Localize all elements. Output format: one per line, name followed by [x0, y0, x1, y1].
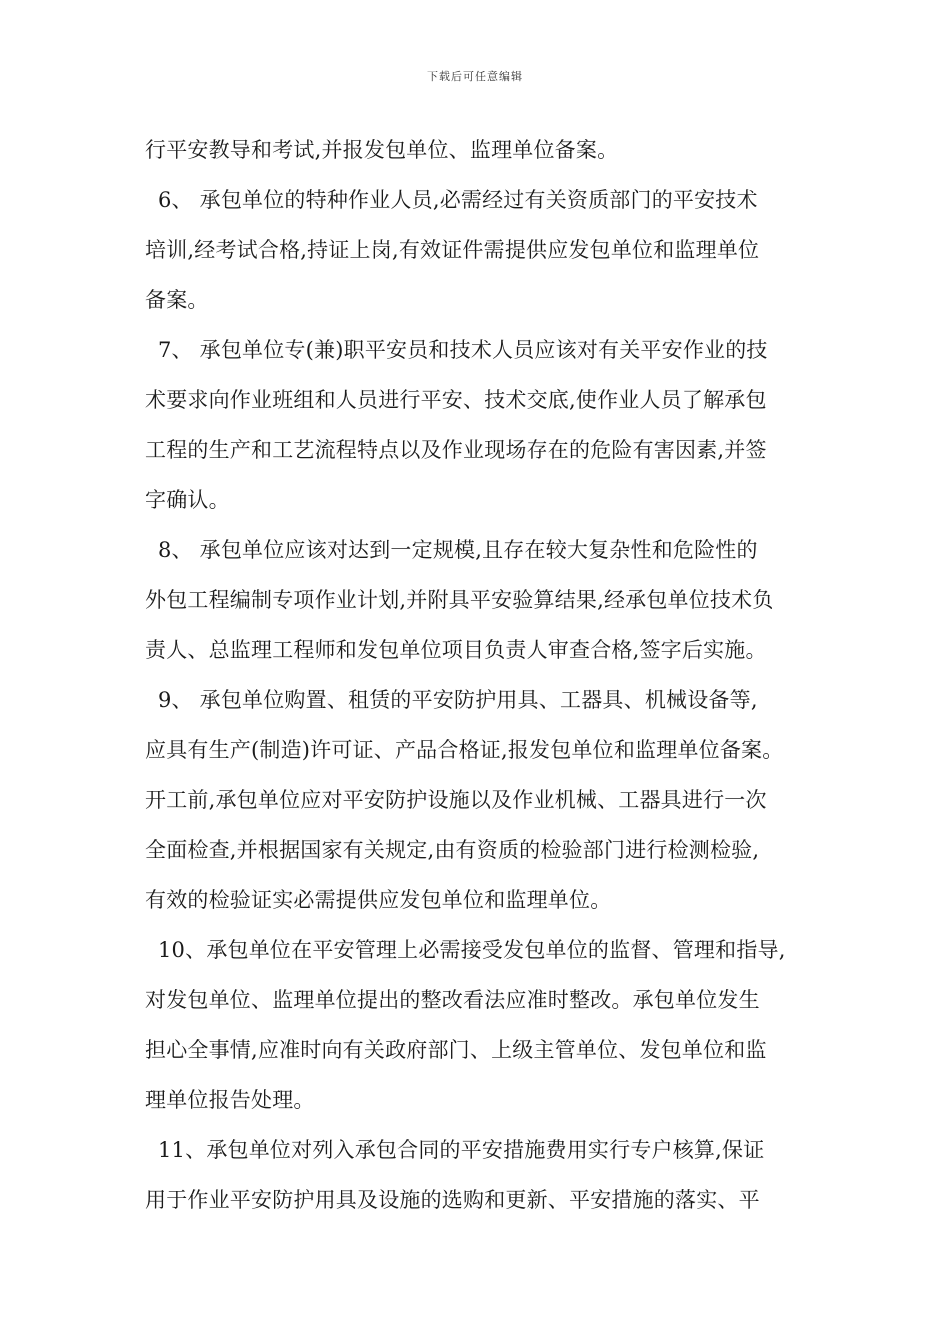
body-line: 开工前,承包单位应对平安防护设施以及作业机械、工器具进行一次: [145, 788, 767, 812]
body-line: 备案。: [145, 288, 209, 312]
list-item-8: 8、 承包单位应该对达到一定规模,且存在较大复杂性和危险性的: [158, 538, 758, 562]
body-line: 工程的生产和工艺流程特点以及作业现场存在的危险有害因素,并签: [145, 438, 767, 462]
body-line: 对发包单位、监理单位提出的整改看法应准时整改。承包单位发生: [145, 988, 760, 1012]
body-line: 责人、总监理工程师和发包单位项目负责人审查合格,签字后实施。: [145, 638, 767, 662]
body-line: 术要求向作业班组和人员进行平安、技术交底,使作业人员了解承包: [145, 388, 767, 412]
list-item-7: 7、 承包单位专(兼)职平安员和技术人员应该对有关平安作业的技: [158, 338, 768, 362]
body-line: 用于作业平安防护用具及设施的选购和更新、平安措施的落实、平: [145, 1188, 760, 1212]
list-item-9: 9、 承包单位购置、租赁的平安防护用具、工器具、机械设备等,: [158, 688, 758, 712]
list-item-11: 11、承包单位对列入承包合同的平安措施费用实行专户核算,保证: [158, 1138, 765, 1162]
list-item-10: 10、承包单位在平安管理上必需接受发包单位的监督、管理和指导,: [158, 938, 786, 962]
body-line: 有效的检验证实必需提供应发包单位和监理单位。: [145, 888, 612, 912]
body-line: 理单位报告处理。: [145, 1088, 315, 1112]
list-item-6: 6、 承包单位的特种作业人员,必需经过有关资质部门的平安技术: [158, 188, 758, 212]
body-line: 外包工程编制专项作业计划,并附具平安验算结果,经承包单位技术负: [145, 588, 774, 612]
body-line: 担心全事情,应准时向有关政府部门、上级主管单位、发包单位和监: [145, 1038, 767, 1062]
body-line: 行平安教导和考试,并报发包单位、监理单位备案。: [145, 138, 619, 162]
body-line: 全面检查,并根据国家有关规定,由有资质的检验部门进行检测检验,: [145, 838, 760, 862]
body-line: 培训,经考试合格,持证上岗,有效证件需提供应发包单位和监理单位: [145, 238, 760, 262]
page-header: 下载后可任意编辑: [427, 70, 523, 83]
body-line: 应具有生产(制造)许可证、产品合格证,报发包单位和监理单位备案。: [145, 738, 784, 762]
body-line: 字确认。: [145, 488, 230, 512]
